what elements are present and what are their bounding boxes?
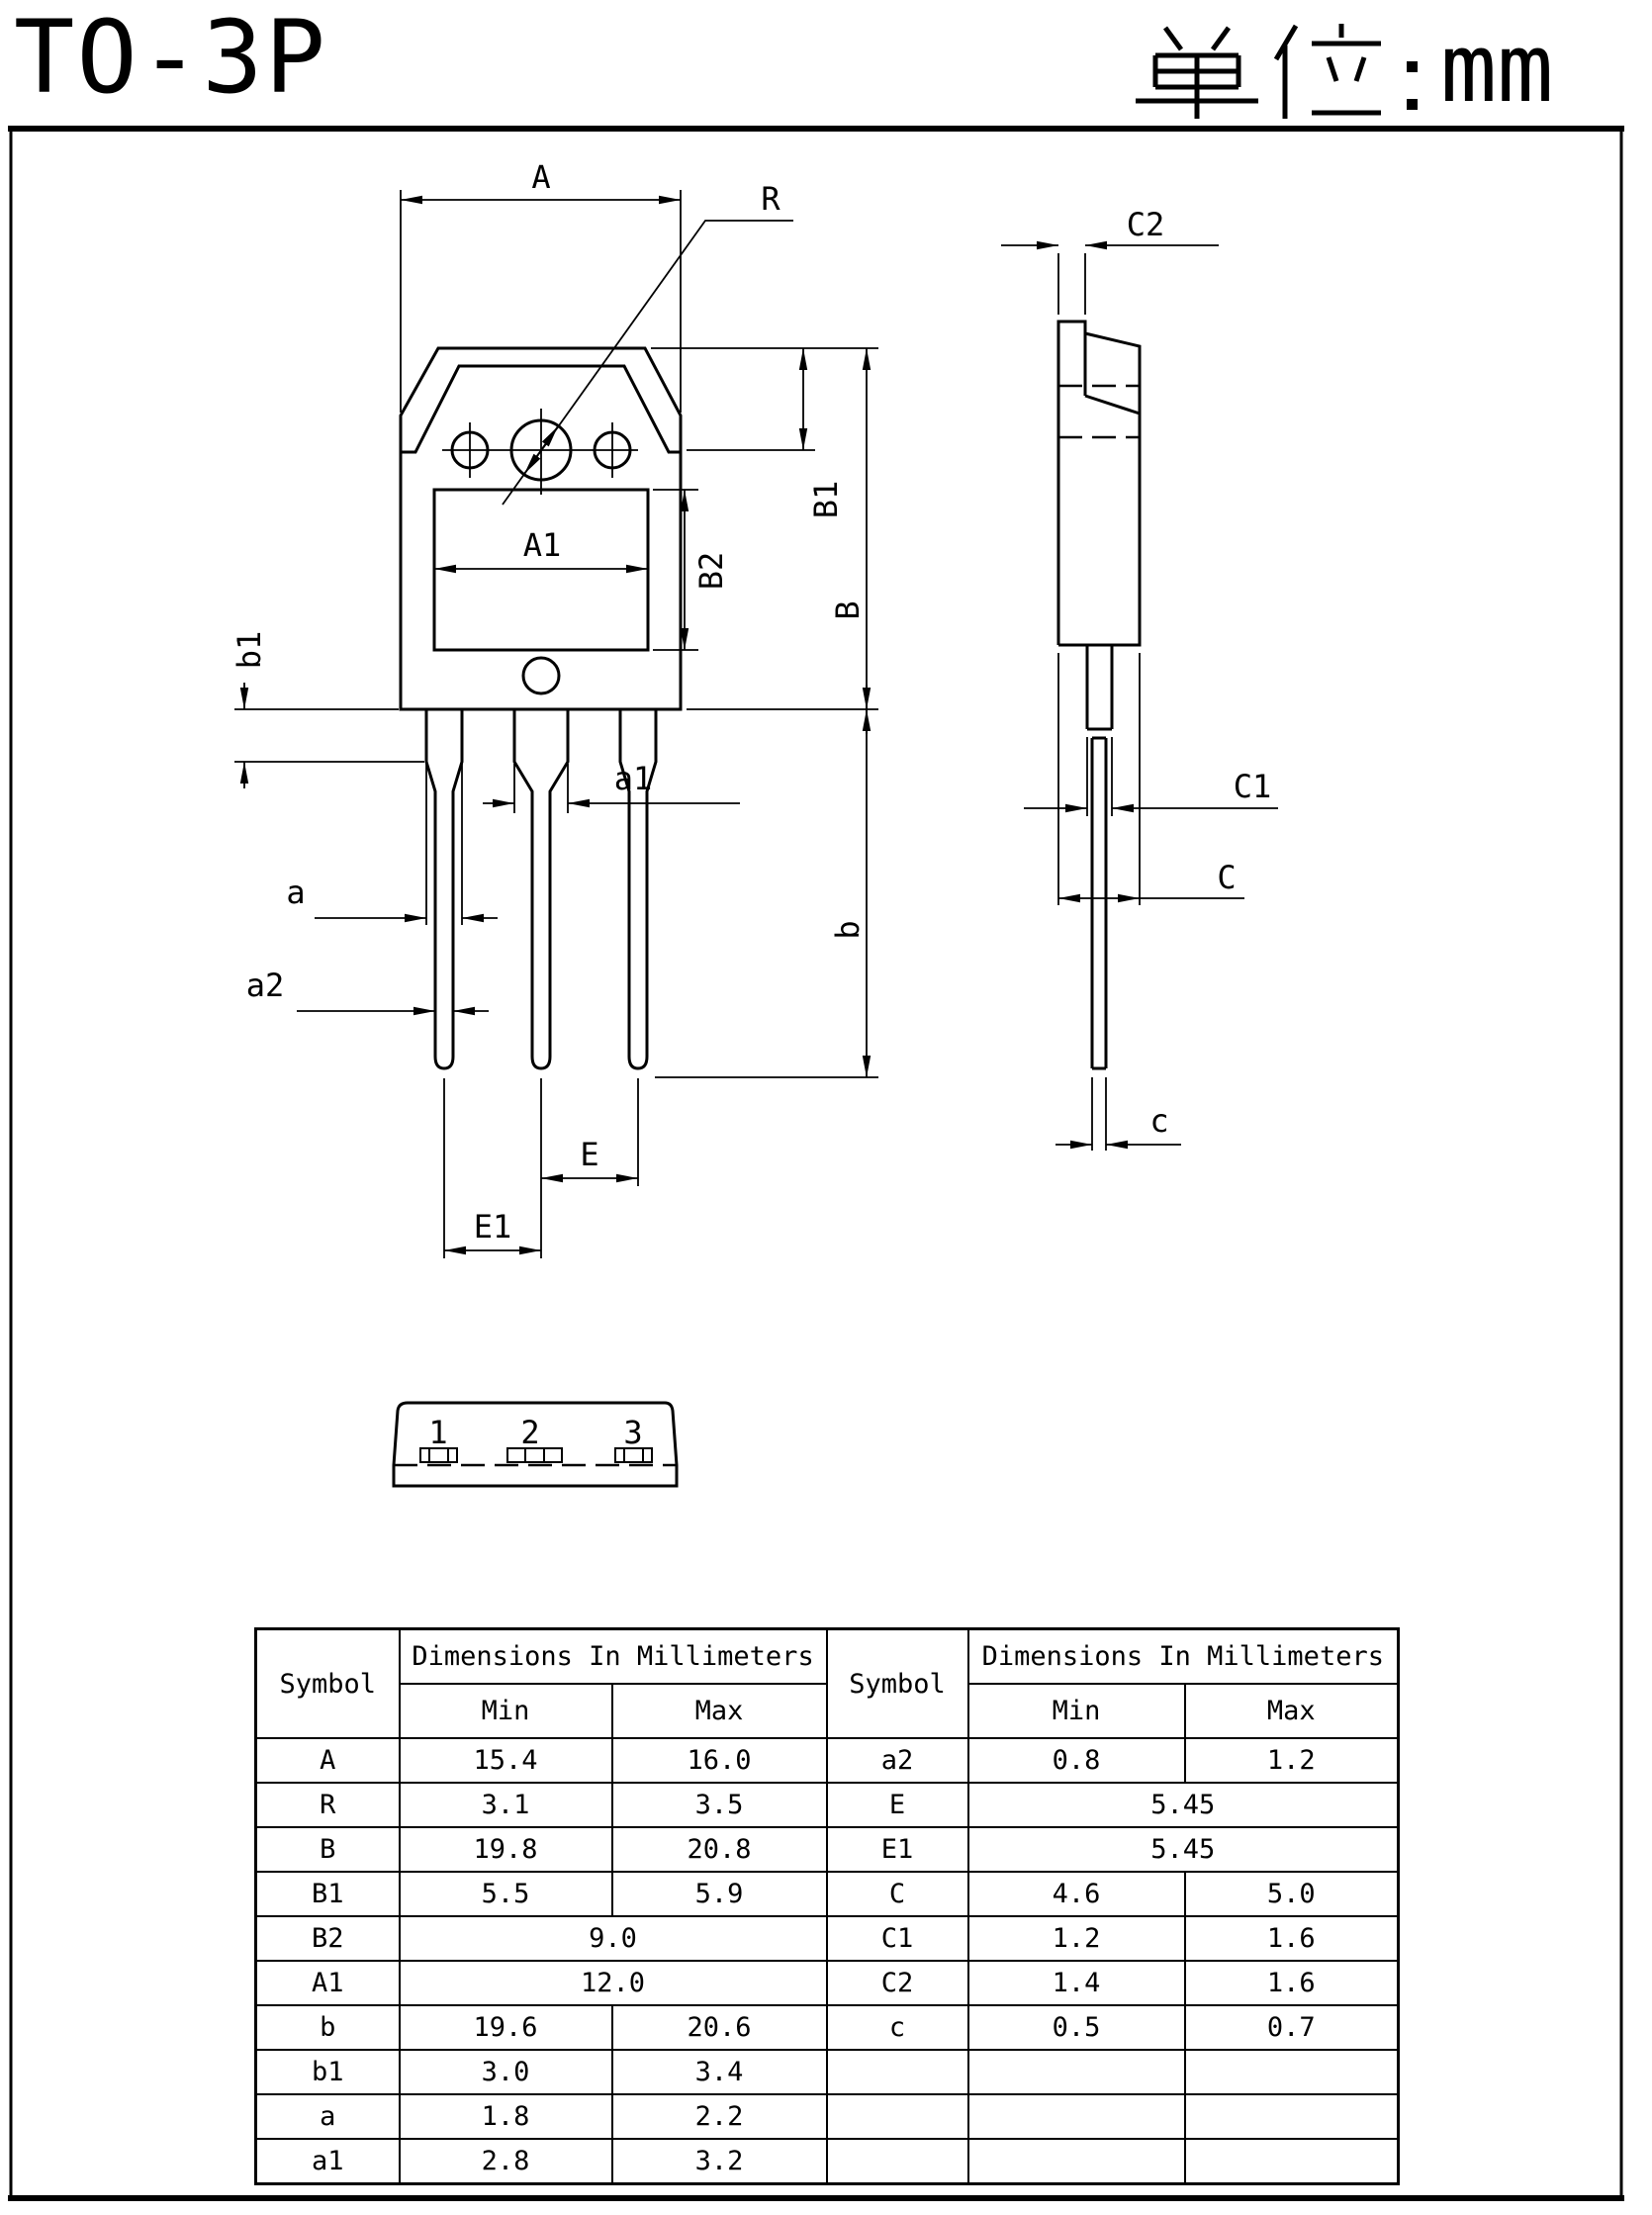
min-cell: 15.4 xyxy=(400,1738,612,1783)
right-min-header: Min xyxy=(968,1684,1185,1738)
dim-B2 xyxy=(685,490,730,650)
symbol-cell: A1 xyxy=(256,1961,400,2005)
left-dimensions-header: Dimensions In Millimeters xyxy=(400,1629,827,1685)
bottom-view xyxy=(394,1403,677,1486)
side-pin xyxy=(1087,645,1112,1068)
dim-a1 xyxy=(483,760,740,803)
front-extension-lines xyxy=(234,190,878,1258)
max-cell: 3.4 xyxy=(612,2050,827,2094)
dim-C2 xyxy=(1001,206,1219,245)
symbol-cell: E1 xyxy=(827,1827,968,1872)
max-cell: 3.2 xyxy=(612,2139,827,2184)
min-cell: 0.8 xyxy=(968,1738,1185,1783)
min-cell xyxy=(968,2094,1185,2139)
table-row xyxy=(256,1783,1399,1827)
table-row xyxy=(256,2139,1399,2184)
dim-label-a1: a1 xyxy=(613,760,653,797)
min-cell: 5.5 xyxy=(400,1872,612,1916)
max-cell: 5.9 xyxy=(612,1872,827,1916)
dim-label-b: b xyxy=(829,920,867,940)
max-cell: 2.2 xyxy=(612,2094,827,2139)
side-view xyxy=(1001,206,1278,1151)
right-symbol-header: Symbol xyxy=(827,1629,968,1739)
symbol-cell: B xyxy=(256,1827,400,1872)
min-cell: 2.8 xyxy=(400,2139,612,2184)
left-max-header: Max xyxy=(612,1684,827,1738)
side-body-outline xyxy=(1058,322,1140,645)
min-cell: 19.6 xyxy=(400,2005,612,2050)
max-cell: 20.8 xyxy=(612,1827,827,1872)
symbol-cell: c xyxy=(827,2005,968,2050)
dim-label-a2: a2 xyxy=(245,967,285,1004)
min-cell: 3.0 xyxy=(400,2050,612,2094)
dim-label-R: R xyxy=(761,180,780,218)
min-cell xyxy=(968,2139,1185,2184)
symbol-cell xyxy=(827,2139,968,2184)
front-view xyxy=(230,158,878,1258)
min-cell: 3.1 xyxy=(400,1783,612,1827)
dim-B-b xyxy=(829,348,867,1077)
table-row xyxy=(256,2094,1399,2139)
symbol-cell: C2 xyxy=(827,1961,968,2005)
pin-number-3: 3 xyxy=(623,1414,643,1451)
table-row xyxy=(256,1827,1399,1872)
dim-label-C2: C2 xyxy=(1126,206,1165,243)
symbol-cell: E xyxy=(827,1783,968,1827)
table-row xyxy=(256,1872,1399,1916)
dim-label-A1: A1 xyxy=(522,526,562,564)
dimension-table xyxy=(254,1627,1400,2185)
dim-c xyxy=(1055,1102,1181,1145)
left-min-header: Min xyxy=(400,1684,612,1738)
span-cell: 12.0 xyxy=(400,1961,827,2005)
left-symbol-header: Symbol xyxy=(256,1629,400,1739)
dim-label-E1: E1 xyxy=(473,1208,512,1246)
max-cell xyxy=(1185,2050,1399,2094)
dim-label-C: C xyxy=(1217,859,1237,896)
pad-window xyxy=(434,490,648,650)
symbol-cell: a xyxy=(256,2094,400,2139)
pin-1 xyxy=(426,709,462,1068)
dim-label-a: a xyxy=(286,874,306,911)
symbol-cell: a2 xyxy=(827,1738,968,1783)
span-cell: 5.45 xyxy=(968,1783,1399,1827)
right-max-header: Max xyxy=(1185,1684,1399,1738)
symbol-cell: B2 xyxy=(256,1916,400,1961)
right-dimensions-header: Dimensions In Millimeters xyxy=(968,1629,1399,1685)
symbol-cell: B1 xyxy=(256,1872,400,1916)
unit-value: mm xyxy=(1440,15,1554,124)
dim-E xyxy=(541,1136,638,1178)
symbol-cell: R xyxy=(256,1783,400,1827)
dim-label-B1: B1 xyxy=(807,480,845,519)
max-cell: 1.2 xyxy=(1185,1738,1399,1783)
max-cell: 5.0 xyxy=(1185,1872,1399,1916)
span-cell: 9.0 xyxy=(400,1916,827,1961)
dim-label-c: c xyxy=(1149,1102,1169,1140)
symbol-cell: b xyxy=(256,2005,400,2050)
dim-C1 xyxy=(1024,768,1278,808)
max-cell xyxy=(1185,2139,1399,2184)
min-cell: 1.4 xyxy=(968,1961,1185,2005)
pin-number-2: 2 xyxy=(520,1414,540,1451)
max-cell: 1.6 xyxy=(1185,1916,1399,1961)
dim-C xyxy=(1058,859,1244,898)
dim-label-A: A xyxy=(531,158,551,196)
dim-R xyxy=(503,180,793,505)
dim-label-E: E xyxy=(580,1136,599,1173)
max-cell: 0.7 xyxy=(1185,2005,1399,2050)
max-cell: 3.5 xyxy=(612,1783,827,1827)
symbol-cell xyxy=(827,2050,968,2094)
side-extension-lines xyxy=(1058,253,1140,1151)
dim-A1 xyxy=(434,526,648,569)
symbol-cell xyxy=(827,2094,968,2139)
symbol-cell: C xyxy=(827,1872,968,1916)
symbol-cell: A xyxy=(256,1738,400,1783)
symbol-cell: a1 xyxy=(256,2139,400,2184)
table-row xyxy=(256,1738,1399,1783)
span-cell: 5.45 xyxy=(968,1827,1399,1872)
dim-label-b1: b1 xyxy=(230,630,268,670)
dim-B1 xyxy=(803,348,845,518)
table-row xyxy=(256,2005,1399,2050)
max-cell: 16.0 xyxy=(612,1738,827,1783)
dim-a xyxy=(286,874,498,918)
table-row xyxy=(256,1916,1399,1961)
max-cell: 1.6 xyxy=(1185,1961,1399,2005)
dim-E1 xyxy=(444,1208,541,1250)
min-cell: 0.5 xyxy=(968,2005,1185,2050)
table-row xyxy=(256,2050,1399,2094)
lower-hole xyxy=(523,658,559,693)
min-cell: 19.8 xyxy=(400,1827,612,1872)
symbol-cell: b1 xyxy=(256,2050,400,2094)
dim-label-B: B xyxy=(829,600,867,620)
min-cell: 4.6 xyxy=(968,1872,1185,1916)
min-cell: 1.2 xyxy=(968,1916,1185,1961)
min-cell xyxy=(968,2050,1185,2094)
dim-label-B2: B2 xyxy=(692,551,730,591)
dim-A xyxy=(401,158,681,200)
symbol-cell: C1 xyxy=(827,1916,968,1961)
page-title: TO-3P xyxy=(14,0,328,117)
dim-label-C1: C1 xyxy=(1233,768,1272,805)
pin-number-1: 1 xyxy=(428,1414,448,1451)
pin-2 xyxy=(514,709,568,1068)
min-cell: 1.8 xyxy=(400,2094,612,2139)
table-row xyxy=(256,1961,1399,2005)
max-cell xyxy=(1185,2094,1399,2139)
max-cell: 20.6 xyxy=(612,2005,827,2050)
